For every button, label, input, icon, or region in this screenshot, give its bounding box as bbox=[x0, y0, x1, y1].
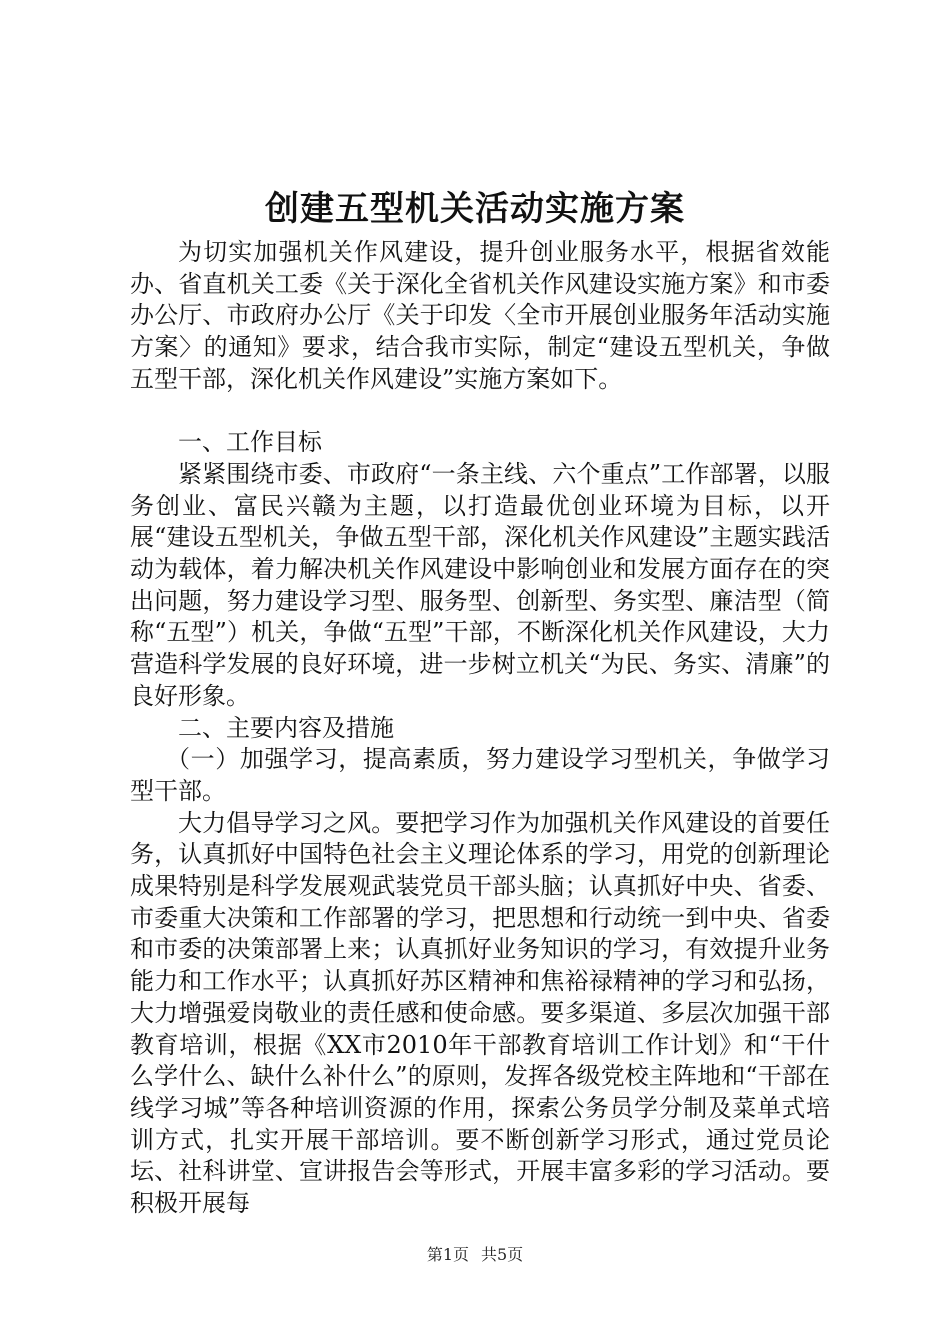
page-total: 共5页 bbox=[481, 1245, 524, 1264]
goals-paragraph: 紧紧围绕市委、市政府“一条主线、六个重点”工作部署，以服务创业、富民兴赣为主题，以打造最优创业环境为目标，以开展“建设五型机关，争做五型干部，深化机关作风建设”主题实践活动为载体，着力解决机关作风建设中影响创业和发展方面存在的突出问题，努力建设学习型、服务型、创新型、务实型、廉洁型（简称“五型”）机关，争做“五型”干部，不断深化机关作风建设，大力营造科学发展的良好环境，进一步树立机关“为民、务实、清廉”的良好形象。 bbox=[130, 459, 830, 710]
intro-paragraph: 为切实加强机关作风建设，提升创业服务水平，根据省效能办、省直机关工委《关于深化全省机关作风建设实施方案》和市委办公厅、市政府办公厅《关于印发〈全市开展创业服务年活动实施方案〉的通知》要求，结合我市实际，制定“建设五型机关，争做五型干部，深化机关作风建设”实施方案如下。 bbox=[130, 238, 830, 393]
blank-line bbox=[130, 396, 830, 428]
section-heading-goals: 一、工作目标 bbox=[178, 428, 322, 457]
section-heading-measures: 二、主要内容及措施 bbox=[178, 713, 394, 742]
page-footer bbox=[0, 1244, 950, 1266]
document-body bbox=[130, 237, 830, 1220]
study-paragraph: 大力倡导学习之风。要把学习作为加强机关作风建设的首要任务，认真抓好中国特色社会主义理论体系的学习，用党的创新理论成果特别是科学发展观武装党员干部头脑；认真抓好中央、省委、市委重大决策和工作部署的学习，把思想和行动统一到中央、省委和市委的决策部署上来；认真抓好业务知识的学习，有效提升业务能力和工作水平；认真抓好苏区精神和焦裕禄精神的学习和弘扬，大力增强爱岗敬业的责任感和使命感。要多渠道、多层次加强干部教育培训，根据《XX市2010年干部教育培训工作计划》和“干什么学什么、缺什么补什么”的原则，发挥各级党校主阵地和“干部在线学习城”等各种培训资源的作用，探索公务员学分制及菜单式培训方式，扎实开展干部培训。要不断创新学习形式，通过党员论坛、社科讲堂、宣讲报告会等形式，开展丰富多彩的学习活动。要积极开展每 bbox=[130, 808, 830, 1218]
subsection-heading-study: （一）加强学习，提高素质，努力建设学习型机关，争做学习型干部。 bbox=[130, 745, 830, 805]
document-title: 创建五型机关活动实施方案 bbox=[265, 189, 685, 229]
page-number: 第1页 bbox=[426, 1245, 469, 1264]
